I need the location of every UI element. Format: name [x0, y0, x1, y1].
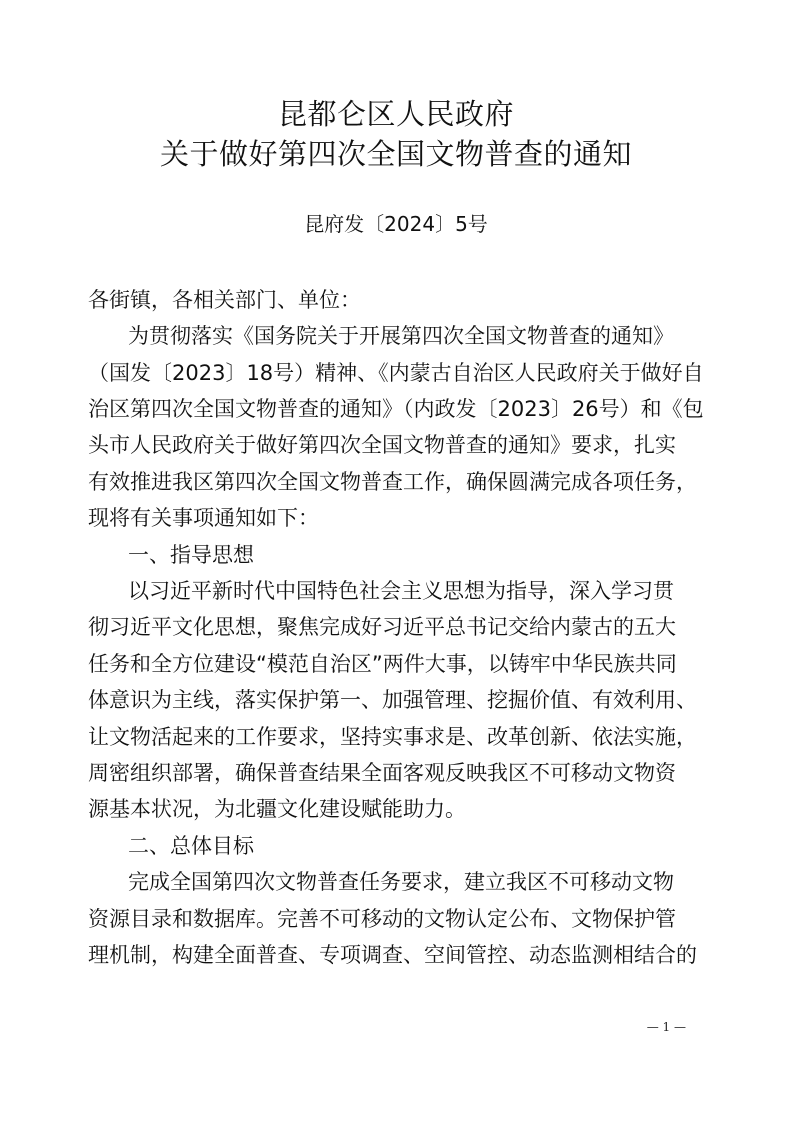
body-line: 头市人民政府关于做好第四次全国文物普查的通知》要求，扎实 [88, 433, 676, 457]
section-heading: 一、指导思想 [128, 543, 254, 567]
body-line: 彻习近平文化思想，聚焦完成好习近平总书记交给内蒙古的五大 [88, 615, 676, 639]
page-number: — 1 — [646, 1020, 686, 1034]
body-line: 治区第四次全国文物普查的通知》（内政发〔2023〕26号）和《包 [88, 397, 704, 421]
body-line: 资源目录和数据库。完善不可移动的文物认定公布、文物保护管 [88, 907, 676, 931]
salutation: 各街镇，各相关部门、单位： [88, 288, 361, 312]
section-heading: 二、总体目标 [128, 834, 254, 858]
body-line: 有效推进我区第四次全国文物普查工作，确保圆满完成各项任务， [88, 470, 697, 494]
document-title-line1: 昆都仑区人民政府 [277, 97, 514, 131]
document-number: 昆府发〔2024〕5号 [304, 212, 488, 236]
body-line: （国发〔2023〕18号）精神、《内蒙古自治区人民政府关于做好自 [88, 361, 704, 385]
body-line: 体意识为主线，落实保护第一、加强管理、挖掘价值、有效利用、 [88, 688, 697, 712]
body-line: 现将有关事项通知如下： [88, 506, 319, 530]
body-line: 源基本状况，为北疆文化建设赋能助力。 [88, 797, 466, 821]
body-line: 完成全国第四次文物普查任务要求，建立我区不可移动文物 [128, 870, 674, 894]
body-line: 任务和全方位建设“模范自治区”两件大事，以铸牢中华民族共同 [88, 652, 677, 676]
body-line: 理机制，构建全面普查、专项调查、空间管控、动态监测相结合的 [88, 943, 697, 967]
body-line: 让文物活起来的工作要求，坚持实事求是、改革创新、依法实施， [88, 725, 697, 749]
body-line: 为贯彻落实《国务院关于开展第四次全国文物普查的通知》 [128, 324, 674, 348]
body-line: 周密组织部署，确保普查结果全面客观反映我区不可移动文物资 [88, 761, 676, 785]
body-line: 以习近平新时代中国特色社会主义思想为指导，深入学习贯 [128, 579, 674, 603]
document-title-line2: 关于做好第四次全国文物普查的通知 [159, 137, 632, 171]
